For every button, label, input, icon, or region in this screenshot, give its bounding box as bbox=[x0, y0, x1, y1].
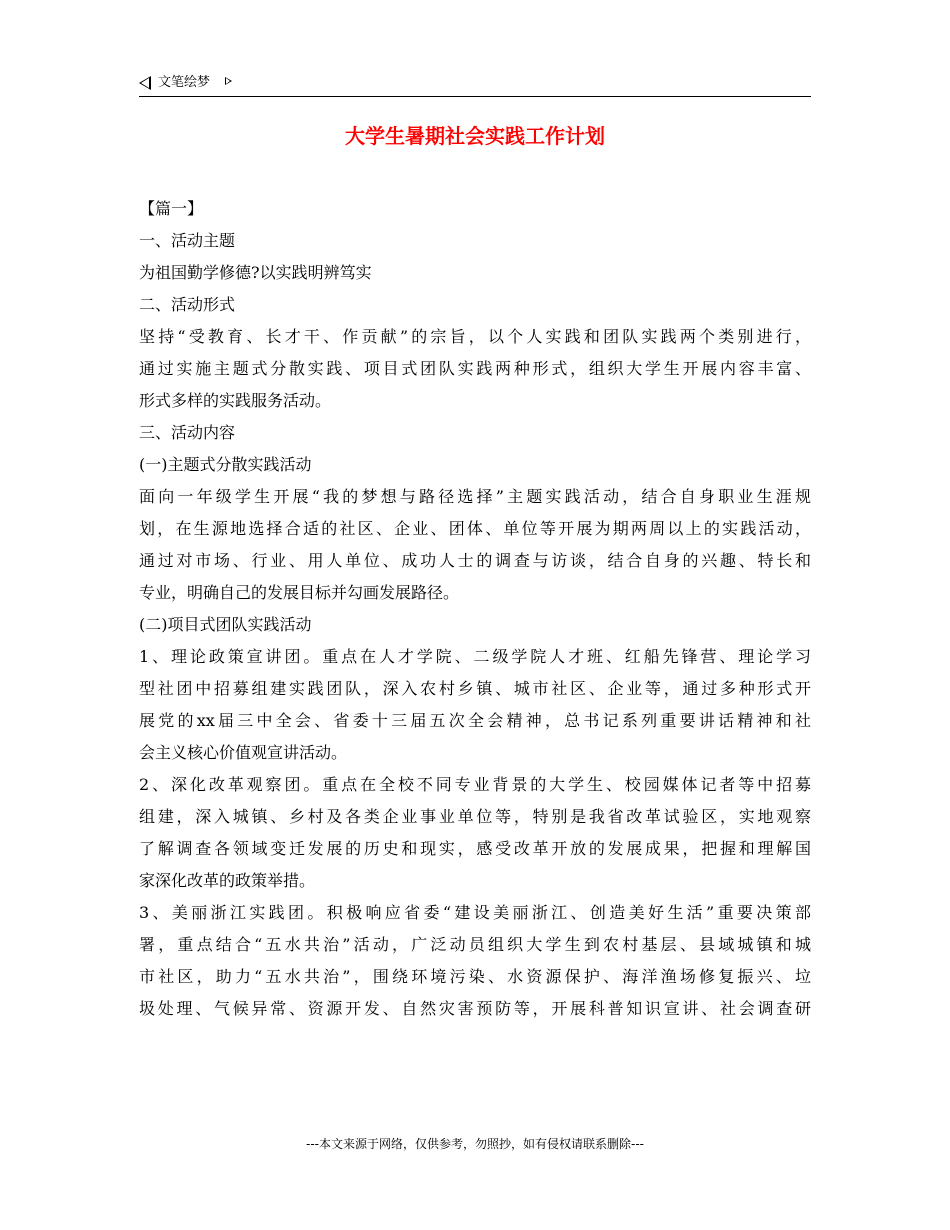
paragraph-line: 家深化改革的政策举措。 bbox=[139, 871, 316, 890]
paragraph-line: 1、理论政策宣讲团。重点在人才学院、二级学院人才班、红船先锋营、理论学习 bbox=[139, 647, 811, 666]
heading-content: 三、活动内容 bbox=[139, 423, 236, 442]
paragraph-line: 通过对市场、行业、用人单位、成功人士的调查与访谈，结合自身的兴趣、特长和 bbox=[139, 551, 811, 570]
paragraph-line: 划，在生源地选择合适的社区、企业、团体、单位等开展为期两周以上的实践活动， bbox=[139, 519, 811, 538]
triangle-left-icon bbox=[139, 76, 151, 90]
paragraph-line: 3、美丽浙江实践团。积极响应省委“建设美丽浙江、创造美好生活”重要决策部 bbox=[139, 903, 811, 922]
paragraph-line: 形式多样的实践服务活动。 bbox=[139, 391, 332, 410]
header-brand: 文笔绘梦 bbox=[158, 75, 211, 90]
paragraph-line: 了解调查各领域变迁发展的历史和现实，感受改革开放的发展成果，把握和理解国 bbox=[139, 839, 811, 858]
document-body bbox=[139, 193, 811, 1025]
paragraph-line: 专业，明确自己的发展目标并勾画发展路径。 bbox=[139, 583, 460, 602]
paragraph-line: 署，重点结合“五水共治”活动，广泛动员组织大学生到农村基层、县域城镇和城 bbox=[139, 935, 811, 954]
page-header bbox=[139, 72, 811, 97]
paragraph-line: 展党的xx届三中全会、省委十三届五次全会精神，总书记系列重要讲话精神和社 bbox=[139, 711, 811, 730]
paragraph-line: 市社区，助力“五水共治”，围绕环境污染、水资源保护、海洋渔场修复振兴、垃 bbox=[139, 967, 811, 986]
paragraph-line: 为祖国勤学修德?以实践明辨笃实 bbox=[139, 263, 372, 282]
page-footer: ---本文来源于网络，仅供参考，勿照抄，如有侵权请联系删除--- bbox=[306, 1137, 644, 1151]
document-title: 大学生暑期社会实践工作计划 bbox=[345, 124, 605, 148]
paragraph-line: 组建，深入城镇、乡村及各类企业事业单位等，特别是我省改革试验区，实地观察 bbox=[139, 807, 811, 826]
subheading-line: (二)项目式团队实践活动 bbox=[139, 615, 312, 634]
paragraph-line: 2、深化改革观察团。重点在全校不同专业背景的大学生、校园媒体记者等中招募 bbox=[139, 775, 811, 794]
paragraph-line: 坚持“受教育、长才干、作贡献”的宗旨，以个人实践和团队实践两个类别进行， bbox=[139, 327, 811, 346]
section-label: 【篇一】 bbox=[139, 199, 204, 218]
heading-theme: 一、活动主题 bbox=[139, 231, 236, 250]
paragraph-line: 面向一年级学生开展“我的梦想与路径选择”主题实践活动，结合自身职业生涯规 bbox=[139, 487, 811, 506]
paragraph-line: 圾处理、气候异常、资源开发、自然灾害预防等，开展科普知识宣讲、社会调查研 bbox=[139, 999, 811, 1018]
triangle-right-icon bbox=[225, 77, 232, 85]
paragraph-line: 型社团中招募组建实践团队，深入农村乡镇、城市社区、企业等，通过多种形式开 bbox=[139, 679, 811, 698]
paragraph-line: 会主义核心价值观宣讲活动。 bbox=[139, 743, 348, 762]
heading-form: 二、活动形式 bbox=[139, 295, 236, 314]
subheading-line: (一)主题式分散实践活动 bbox=[139, 455, 312, 474]
paragraph-line: 通过实施主题式分散实践、项目式团队实践两种形式，组织大学生开展内容丰富、 bbox=[139, 359, 811, 378]
